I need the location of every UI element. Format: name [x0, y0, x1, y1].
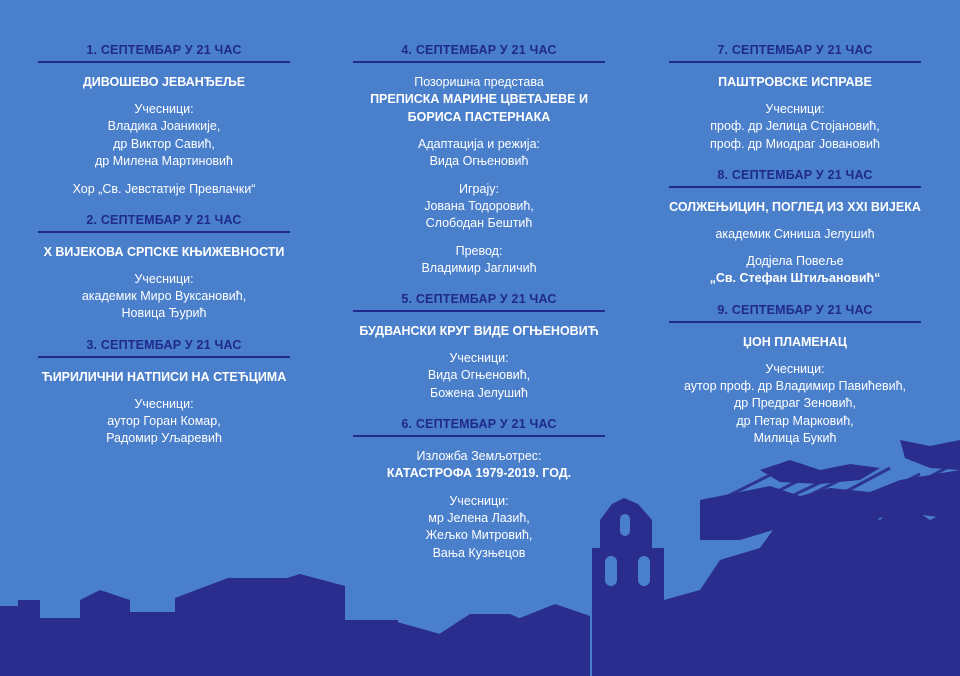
event-title: БУДВАНСКИ КРУГ ВИДЕ ОГЊЕНОВИЋ [359, 324, 599, 338]
event-title: X ВИЈЕКОВА СРПСКЕ КЊИЖЕВНОСТИ [43, 244, 285, 259]
event-date: 4. СЕПТЕМБАР У 21 ЧАС [353, 36, 605, 63]
participant: проф. др Јелица Стојановић, [710, 119, 880, 133]
event-title: СОЛЖЕЊИЦИН, ПОГЛЕД ИЗ XXI ВИЈЕКА [669, 200, 921, 214]
event-sept-6 [353, 410, 605, 562]
event-date: 1. СЕПТЕМБАР У 21 ЧАС [38, 36, 290, 63]
participant: Милица Букић [753, 431, 837, 445]
award-name: „Св. Стефан Штиљановић“ [709, 271, 881, 285]
event-title: ЋИРИЛИЧНИ НАТПИСИ НА СТЕЋЦИМА [41, 369, 287, 384]
participant: Вања Кузњецов [432, 545, 526, 560]
event-title: БОРИСА ПАСТЕРНАКА [407, 109, 551, 124]
event-speaker: академик Синиша Јелушић [715, 227, 875, 241]
event-lead: Позоришна представа [414, 75, 544, 89]
event-title: КАТАСТРОФА 1979-2019. ГОД. [386, 466, 572, 480]
participant: др Милена Мартиновић [94, 154, 233, 168]
participant: мр Јелена Лазић, [428, 510, 530, 525]
event-sept-7 [669, 36, 921, 153]
group-label: Адаптација и режија: [418, 137, 540, 151]
participants-label: Учесници: [449, 351, 509, 365]
participant: аутор Горан Комар, [107, 413, 221, 428]
group-name: Владимир Јагличић [421, 260, 537, 275]
participant: др Предраг Зеновић, [734, 396, 856, 410]
event-sept-3 [38, 331, 290, 448]
event-sept-5 [353, 285, 605, 402]
participant: аутор проф. др Владимир Павићевић, [683, 378, 906, 393]
participant: Жељко Митровић, [425, 528, 533, 542]
participant: др Виктор Савић, [113, 136, 215, 151]
event-date: 3. СЕПТЕМБАР У 21 ЧАС [38, 331, 290, 358]
program-column-2 [353, 36, 605, 570]
event-date: 8. СЕПТЕМБАР У 21 ЧАС [669, 161, 921, 188]
event-date: 5. СЕПТЕМБАР У 21 ЧАС [353, 285, 605, 312]
group-label: Превод: [455, 243, 503, 258]
group-name: Јована Тодоровић, [424, 198, 534, 213]
event-title: ДИВОШЕВО ЈЕВАНЂЕЉЕ [82, 75, 246, 89]
participants-label: Учесници: [449, 493, 509, 508]
program-column-1 [38, 36, 290, 456]
participants-label: Учесници: [134, 396, 194, 411]
group-name: Слободан Бештић [425, 216, 533, 230]
event-date: 7. СЕПТЕМБАР У 21 ЧАС [669, 36, 921, 63]
participant: Владика Јоаникије, [107, 119, 221, 133]
group-name: Вида Огњеновић [429, 154, 529, 168]
event-sept-8 [669, 161, 921, 288]
participant: проф. др Миодраг Јовановић [709, 136, 880, 151]
participants-label: Учесници: [134, 102, 194, 116]
award-label: Додјела Повеље [746, 254, 844, 268]
event-sept-9 [669, 296, 921, 448]
participant: Новица Ђурић [121, 306, 207, 320]
event-date: 2. СЕПТЕМБАР У 21 ЧАС [38, 206, 290, 233]
event-date: 9. СЕПТЕМБАР У 21 ЧАС [669, 296, 921, 323]
participant: Вида Огњеновић, [427, 368, 531, 382]
event-title: ПРЕПИСКА МАРИНЕ ЦВЕТАЈЕВЕ И [370, 92, 588, 106]
event-sept-1 [38, 36, 290, 198]
event-sept-4 [353, 36, 605, 277]
participant: Радомир Уљаревић [106, 431, 222, 445]
participants-label: Учесници: [134, 271, 194, 286]
participants-label: Учесници: [765, 361, 825, 376]
event-sept-2 [38, 206, 290, 323]
event-title: ЏОН ПЛАМЕНАЦ [743, 334, 847, 349]
participant: др Петар Марковић, [736, 413, 854, 428]
participant: Божена Јелушић [430, 385, 528, 400]
participants-label: Учесници: [765, 102, 825, 116]
group-label: Играју: [459, 181, 499, 196]
event-date: 6. СЕПТЕМБАР У 21 ЧАС [353, 410, 605, 437]
participant: академик Миро Вуксановић, [81, 288, 247, 303]
event-lead: Изложба Земљотрес: [416, 449, 542, 463]
event-note: Хор „Св. Јевстатије Превлачки“ [72, 181, 256, 196]
event-title: ПАШТРОВСКЕ ИСПРАВЕ [718, 75, 872, 89]
program-column-3 [669, 36, 921, 456]
